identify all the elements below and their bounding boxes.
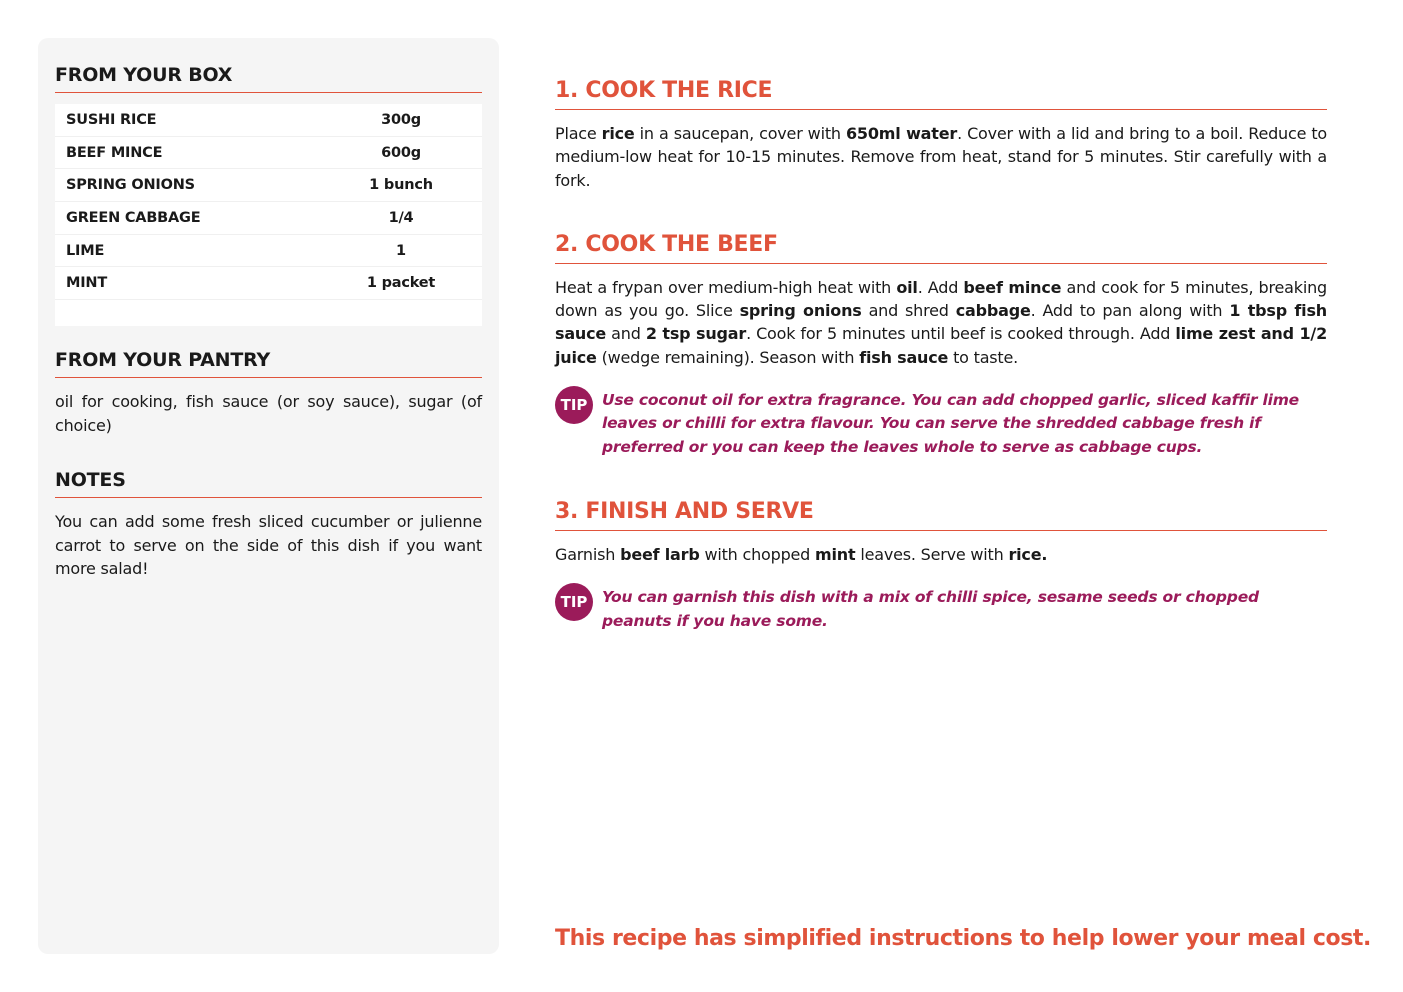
step-heading: 2. COOK THE BEEF	[555, 232, 1327, 264]
instruction-text: . Add to pan along with	[1030, 301, 1230, 321]
tip-text: Use coconut oil for extra fragrance. You can add chopped garlic, sliced kaffir lime leaves or chilli for extra flavour. You can serve the shredded cabbage fresh if preferred or you can keep the leaves whole to serve as cabbage cups.	[602, 391, 1299, 456]
bold-ingredient-text: 650ml water	[845, 124, 958, 143]
step-instructions	[555, 122, 1327, 192]
instruction-text: leaves. Serve with	[855, 544, 1009, 564]
bold-ingredient-text: fish sauce	[859, 347, 949, 367]
step-heading: 3. FINISH AND SERVE	[555, 499, 1327, 531]
bold-ingredient-text: 1 tbsp fish sauce	[555, 301, 1327, 344]
ingredient-name: GREEN CABBAGE	[66, 209, 201, 226]
instruction-text: . Cook for 5 minutes until beef is cooked through. Add	[746, 324, 1176, 344]
notes-heading: NOTES	[55, 469, 482, 498]
instruction-text: and cook for 5 minutes, breaking down as you go. Slice	[555, 277, 1327, 321]
ingredient-row	[55, 137, 482, 170]
from-your-pantry-heading: FROM YOUR PANTRY	[55, 349, 482, 378]
ingredient-name: MINT	[66, 275, 108, 292]
instruction-text: (wedge remaining). Season with	[596, 347, 860, 367]
instruction-text: Garnish	[555, 544, 621, 564]
bold-ingredient-text: rice.	[1008, 544, 1048, 564]
step-heading: 1. COOK THE RICE	[555, 78, 1327, 110]
ingredient-row	[55, 104, 482, 137]
ingredient-quantity: 1	[396, 242, 406, 259]
ingredient-quantity: 1 packet	[366, 275, 436, 292]
ingredient-name: BEEF MINCE	[66, 144, 163, 161]
instruction-text: to taste.	[948, 347, 1019, 367]
instruction-text: Heat a frypan over medium-high heat with	[555, 277, 897, 297]
ingredients-table	[55, 104, 482, 326]
bold-ingredient-text: 2 tsp sugar	[645, 324, 747, 344]
step-section	[555, 232, 1327, 459]
tip-box	[555, 389, 1327, 459]
ingredient-row	[55, 267, 482, 300]
instruction-text: . Cover with a lid and bring to a boil. Reduce to medium-low heat for 10-15 minutes. Remove from heat, stand for 5 minutes. Stir carefully with a fork.	[555, 124, 1327, 190]
notes-text: You can add some fresh sliced cucumber or julienne carrot to serve on the side of this dish if you want more salad!	[55, 512, 482, 578]
tip-badge-icon: TIP	[555, 583, 593, 621]
ingredient-row	[55, 202, 482, 235]
instruction-text: and	[606, 324, 646, 344]
instruction-text: Place	[555, 124, 602, 143]
bold-ingredient-text: lime zest and 1/2 juice	[555, 324, 1327, 367]
from-your-box-heading: FROM YOUR BOX	[55, 64, 482, 93]
ingredient-quantity: 1 bunch	[369, 177, 433, 194]
bold-ingredient-text: spring onions	[739, 301, 862, 321]
ingredient-quantity: 600g	[381, 144, 421, 161]
step-section	[555, 78, 1327, 192]
ingredient-name: LIME	[66, 242, 105, 259]
ingredient-row	[55, 169, 482, 202]
bold-ingredient-text: mint	[815, 544, 856, 564]
instruction-text: with chopped	[699, 544, 816, 564]
instruction-text: . Add	[917, 277, 964, 297]
footer-note: This recipe has simplified instructions to help lower your meal cost.	[555, 926, 1371, 951]
ingredient-row	[55, 235, 482, 268]
bold-ingredient-text: cabbage	[955, 301, 1031, 321]
instruction-text: in a saucepan, cover with	[634, 124, 846, 143]
ingredient-name: SPRING ONIONS	[66, 177, 195, 194]
tip-box	[555, 586, 1327, 633]
bold-ingredient-text: oil	[896, 277, 918, 297]
pantry-text: oil for cooking, fish sauce (or soy sauce), sugar (of choice)	[55, 392, 482, 435]
step-instructions	[555, 543, 1327, 566]
ingredients-panel	[38, 38, 499, 954]
ingredient-name: SUSHI RICE	[66, 111, 157, 128]
tip-text: You can garnish this dish with a mix of chilli spice, sesame seeds or chopped peanuts if you have some.	[602, 588, 1259, 630]
step-instructions	[555, 276, 1327, 369]
step-section	[555, 499, 1327, 633]
ingredient-quantity: 1/4	[388, 209, 414, 226]
ingredient-quantity: 300g	[381, 111, 421, 128]
bold-ingredient-text: beef larb	[620, 544, 700, 564]
bold-ingredient-text: rice	[601, 124, 635, 143]
tip-badge-icon: TIP	[555, 386, 593, 424]
method-column	[555, 78, 1327, 633]
instruction-text: and shred	[861, 301, 956, 321]
bold-ingredient-text: beef mince	[963, 277, 1062, 297]
